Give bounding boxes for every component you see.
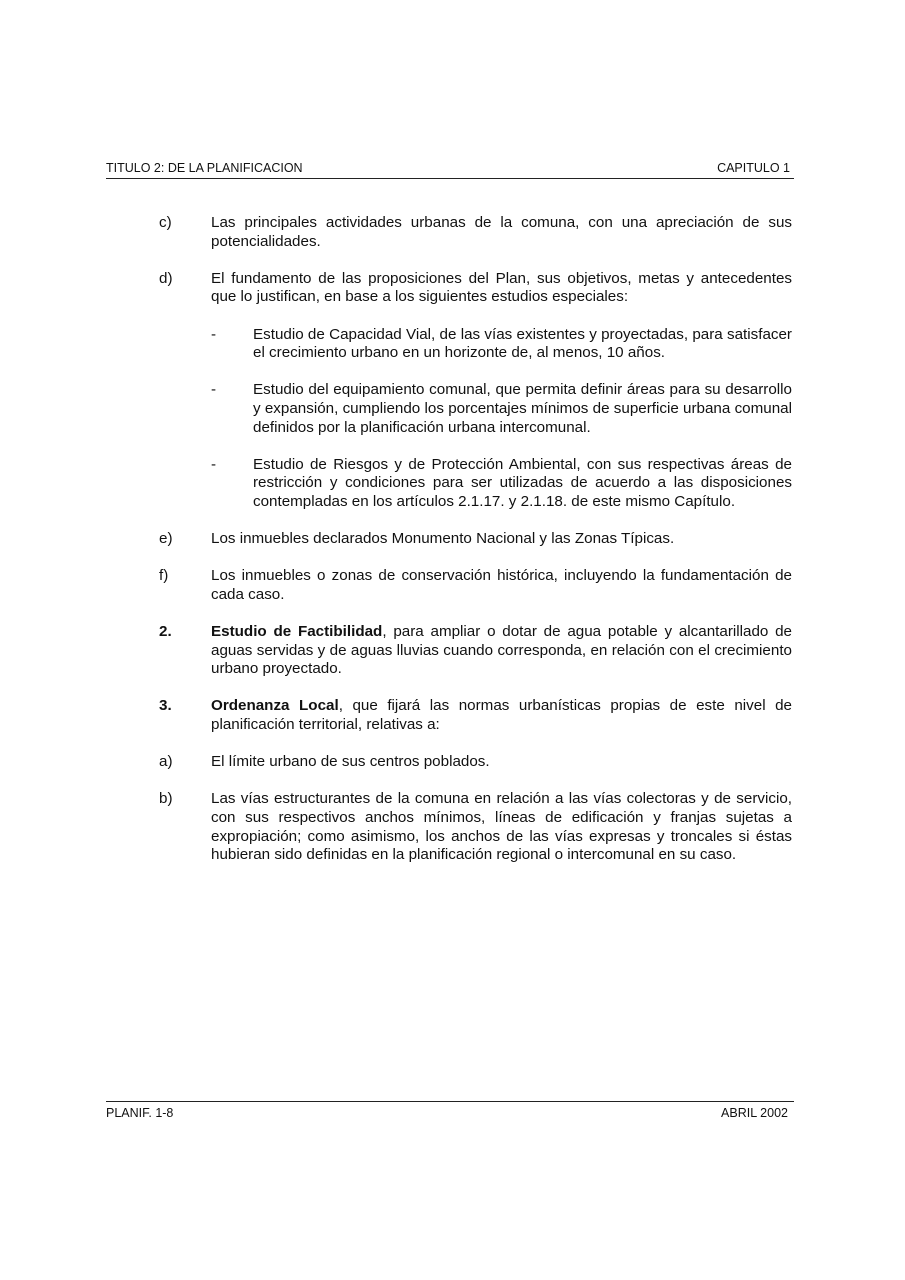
item-text: El fundamento de las proposiciones del Plan, sus objetivos, metas y antecedentes que lo justifican, en base a los siguientes estudios especiales: (211, 269, 792, 306)
item-text: , que fijará las normas urbanísticas propias de este nivel de planificación territorial, relativas a: (211, 697, 792, 734)
list-item-a (159, 753, 792, 772)
item-marker: a) (159, 753, 173, 771)
header-title: TITULO 2: DE LA PLANIFICACION (106, 161, 303, 175)
sub-item-text: Estudio de Riesgos y de Protección Ambiental, con sus respectivas áreas de restricción y condiciones para ser utilizadas de acuerdo a las disposiciones contempladas en los artículos 2.1.17. y 2.1.18. de este mismo Capítulo. (253, 455, 792, 510)
item-number: 2. (159, 623, 172, 641)
numbered-item-3 (159, 697, 792, 734)
page-footer (106, 1101, 794, 1120)
item-marker: c) (159, 214, 172, 231)
sub-item-text: Estudio del equipamiento comunal, que permita definir áreas para su desarrollo y expansión, cumpliendo los porcentajes mínimos de superficie urbana comunal definidos por la planificación urbana intercomunal. (253, 381, 792, 436)
item-text: El límite urbano de sus centros poblados. (211, 753, 490, 771)
footer-date: ABRIL 2002 (721, 1106, 788, 1120)
item-text: , para ampliar o dotar de agua potable y alcantarillado de aguas servidas y de aguas lluvias cuando corresponda, en relación con el crecimiento urbano proyectado. (211, 623, 792, 678)
sub-item (211, 326, 792, 363)
list-item-e (159, 530, 792, 549)
item-heading: Ordenanza Local (211, 697, 339, 715)
document-body (159, 214, 792, 883)
list-item-b (159, 790, 792, 864)
list-item-f (159, 567, 792, 604)
item-marker: e) (159, 530, 173, 548)
sub-item-dash: - (211, 455, 217, 473)
sub-item (211, 381, 792, 437)
item-heading: Estudio de Factibilidad (211, 623, 383, 641)
sub-item-dash: - (211, 381, 217, 399)
sub-item-dash: - (211, 325, 217, 343)
list-item-c (159, 214, 792, 251)
page-header (106, 160, 794, 179)
item-marker: f) (159, 567, 169, 585)
footer-page-number: PLANIF. 1-8 (106, 1106, 174, 1120)
item-marker: b) (159, 790, 173, 808)
item-text: Las vías estructurantes de la comuna en relación a las vías colectoras y de servicio, con sus respectivos anchos mínimos, líneas de edificación y franjas sujetas a expropiación; como asimismo, los anchos de las vías expresas y troncales si éstas hubieran sido definidas en la planificación regional o intercomunal en su caso. (211, 790, 792, 864)
header-chapter: CAPITULO 1 (717, 161, 790, 175)
sub-item (211, 456, 792, 512)
item-text: Los inmuebles o zonas de conservación histórica, incluyendo la fundamentación de cada caso. (211, 567, 792, 603)
list-item-d (159, 270, 792, 512)
item-marker: d) (159, 269, 173, 287)
sub-item-text: Estudio de Capacidad Vial, de las vías existentes y proyectadas, para satisfacer el crecimiento urbano en un horizonte de, al menos, 10 años. (253, 325, 792, 362)
numbered-item-2 (159, 623, 792, 679)
item-text: Los inmuebles declarados Monumento Nacional y las Zonas Típicas. (211, 530, 675, 548)
item-text: Las principales actividades urbanas de la comuna, con una apreciación de sus potencialidades. (211, 214, 792, 250)
item-number: 3. (159, 697, 172, 715)
